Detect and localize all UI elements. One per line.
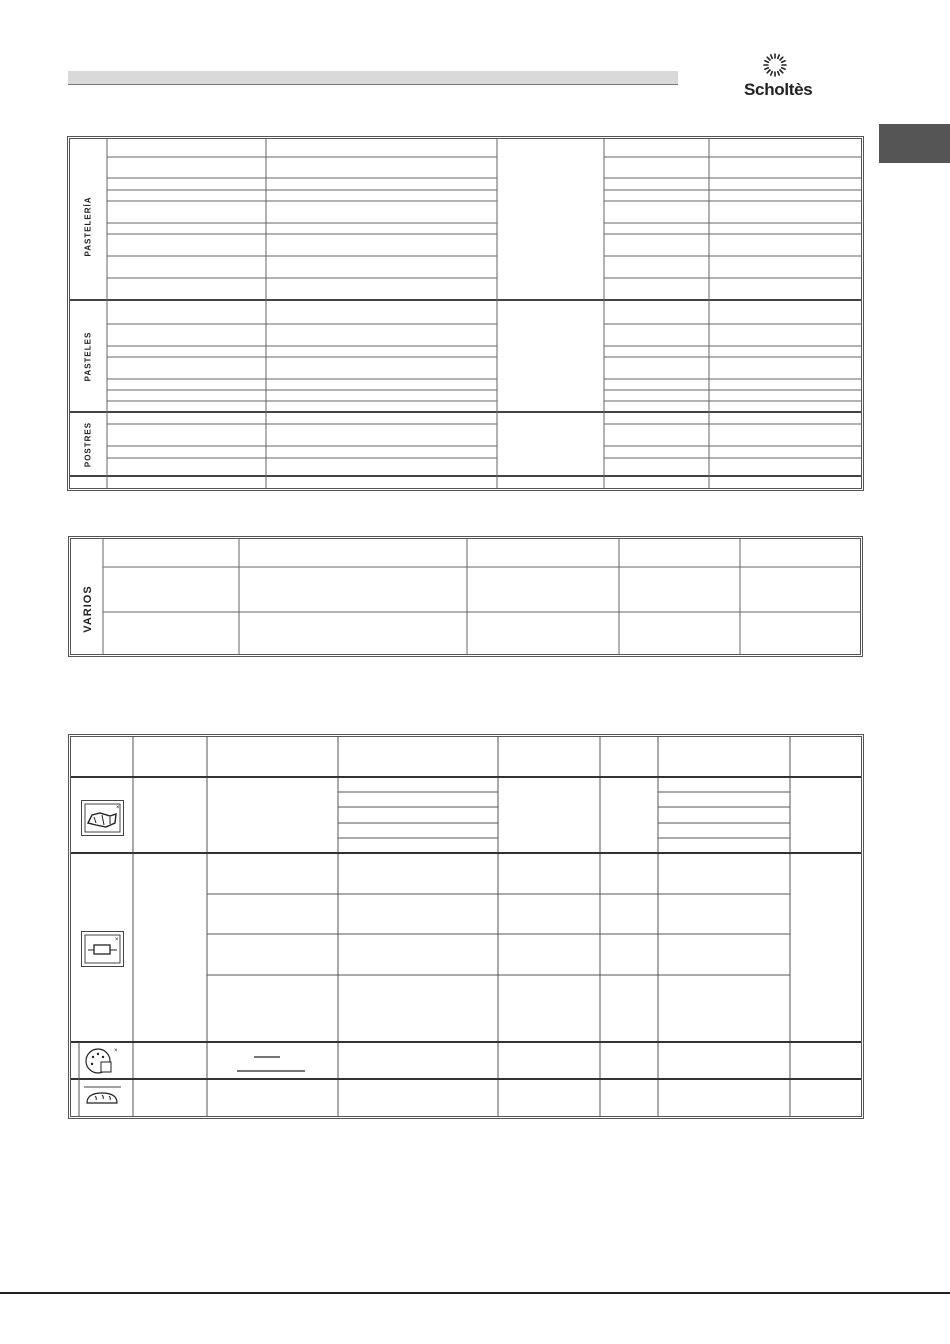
footer-rule	[0, 1292, 950, 1294]
header-bar	[68, 71, 678, 85]
section-label-postres: POSTRES	[83, 421, 93, 468]
rolling-pin-icon	[82, 932, 123, 966]
language-tab	[879, 124, 950, 163]
table-1-grid	[67, 136, 864, 491]
brand-logo: Scholtès	[744, 80, 813, 99]
bread-icon	[81, 1083, 124, 1113]
svg-text:×: ×	[115, 937, 119, 943]
bread-icon-box	[81, 1083, 124, 1113]
grill-pan-icon-box	[81, 800, 124, 836]
section-label-pasteleria: PASTELERÍA	[83, 196, 93, 257]
table-2-grid	[68, 536, 863, 657]
section-label-varios: VARIOS	[82, 585, 94, 633]
grill-pan-icon	[82, 801, 123, 835]
pizza-icon	[81, 1045, 124, 1078]
table-3-grid	[68, 734, 864, 1119]
svg-text:×: ×	[116, 805, 120, 811]
brand-sun-icon	[762, 52, 788, 78]
pizza-icon-box	[81, 1045, 124, 1078]
rolling-pin-icon-box	[81, 931, 124, 967]
svg-text:×: ×	[114, 1048, 118, 1054]
section-label-pasteles: PASTELES	[83, 331, 93, 382]
